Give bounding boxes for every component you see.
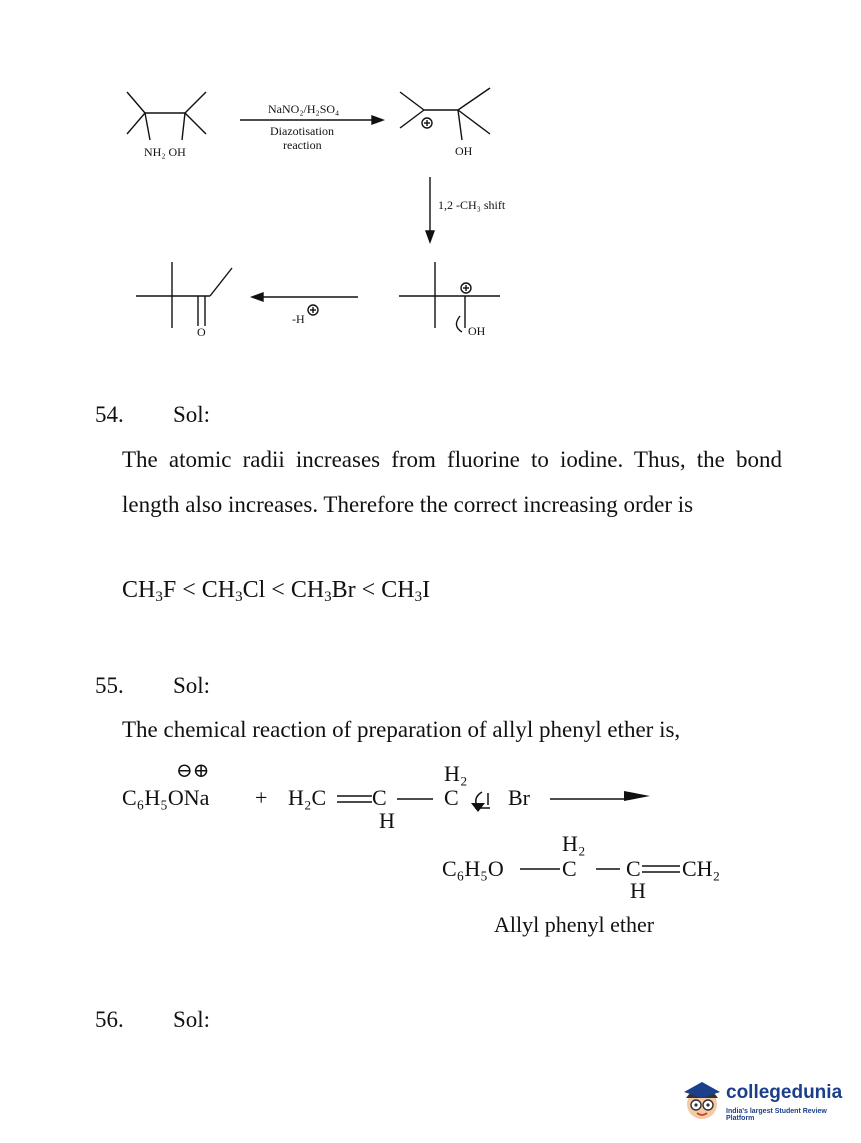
collegedunia-logo[interactable] <box>680 1074 850 1124</box>
q56-sol: Sol: <box>173 1007 211 1032</box>
reactant2-br: Br <box>508 785 530 810</box>
loss-label: -H <box>292 312 305 326</box>
reactant2-h: H <box>379 808 395 833</box>
product-name: Allyl phenyl ether <box>494 912 655 937</box>
q54-sol: Sol: <box>173 402 211 427</box>
q55-number: 55. <box>95 673 124 698</box>
q54-order: $CH_3F < CH_3Cl < CH_3Br < CH_3I$ <box>122 577 431 605</box>
product-ch2: CH₂ <box>682 856 721 881</box>
reagent-bottom-2: reaction <box>283 138 322 152</box>
q55-sol: Sol: <box>173 673 211 698</box>
charge-symbols: ⊖⊕ <box>176 760 210 782</box>
reactant2-h2c: H₂C <box>288 785 327 810</box>
product-c1: C <box>562 856 577 881</box>
shift-label: 1,2 -CH₃ shift <box>438 198 506 212</box>
q54-text: The atomic radii increases from fluorine to iodine. Thus, the bond length also increases. Therefore the correct increasing order is <box>122 447 782 517</box>
product-c6h5o: C₆H₅O <box>442 856 504 881</box>
ketone-skeleton <box>136 262 232 328</box>
reactant-skeleton <box>127 92 206 140</box>
reactant2-c2: C <box>444 785 459 810</box>
reaction-arrow <box>620 787 660 807</box>
product-h2: H₂ <box>562 831 586 856</box>
reagent-top: NaNO₂/H₂SO₄ <box>268 102 340 116</box>
reagent-bottom-1: Diazotisation <box>270 124 334 138</box>
reactant1: C₆H₅ONa <box>122 785 210 810</box>
carbocation-skeleton <box>400 88 490 140</box>
logo-name: collegedunia <box>726 1082 843 1103</box>
reactant2-c: C <box>372 785 387 810</box>
plus-sign: + <box>255 785 268 810</box>
pinacol-scheme <box>0 0 861 360</box>
reactant-label: NH₂ OH <box>144 145 186 159</box>
q54-number: 54. <box>95 402 124 427</box>
product-h: H <box>630 878 646 903</box>
intermediate2-label: OH <box>468 324 486 338</box>
rearranged-cation-skeleton <box>399 262 500 328</box>
q55-text: The chemical reaction of preparation of allyl phenyl ether is, <box>122 717 681 742</box>
product-bonds <box>516 860 696 880</box>
product-label: O <box>197 325 206 339</box>
reactant2-h2: H₂ <box>444 761 468 786</box>
intermediate1-label: OH <box>455 144 473 158</box>
logo-tagline: India's largest Student Review Platform <box>726 1108 827 1122</box>
q56-number: 56. <box>95 1007 124 1032</box>
product-c2: C <box>626 856 641 881</box>
logo-mascot-icon <box>680 1074 724 1124</box>
